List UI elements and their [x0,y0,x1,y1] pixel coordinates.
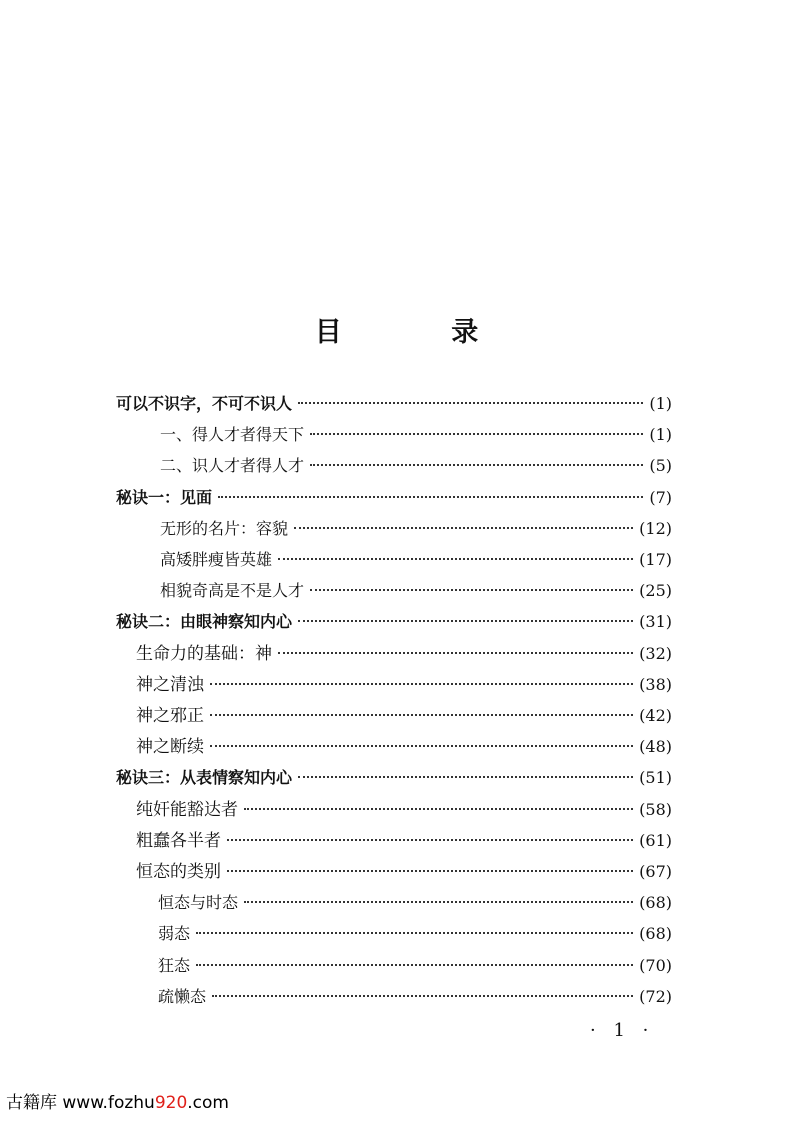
toc-entry[interactable] [136,702,672,730]
toc-entry-title: 神之断续 [136,737,204,758]
page-number: · 1 · [590,1020,655,1041]
toc-entry-title: 秘诀二：由眼神察知内心 [116,612,293,632]
toc-entry-title: 高矮胖瘦皆英雄 [160,550,273,569]
toc-entry[interactable] [116,608,672,636]
toc-entry[interactable] [160,515,672,543]
toc-entry-title: 疏懒态 [158,986,207,1006]
toc-entry-page: (1) [649,394,672,413]
toc-entry-page: (12) [639,518,672,538]
dot-leader [298,776,633,778]
dot-leader [244,808,633,810]
toc-entry-title: 神之清浊 [136,674,204,695]
toc-entry-title: 粗蠢各半者 [136,830,221,851]
toc-entry-title: 一、得人才者得天下 [160,425,305,445]
toc-entry[interactable] [158,983,672,1011]
dot-leader [310,464,643,466]
dot-leader [278,558,633,560]
toc-entry-title: 生命力的基础：神 [136,643,272,664]
toc-entry[interactable] [158,920,672,948]
dot-leader [227,839,633,841]
toc-entry-page: (68) [639,893,672,913]
watermark-suffix: .com [187,1093,229,1113]
toc-entry-page: (32) [639,643,672,663]
toc-entry-page: (31) [639,612,672,632]
toc-entry[interactable] [160,421,672,449]
toc-entry[interactable] [116,764,672,792]
watermark-prefix: 古籍库 www.fozhu [6,1093,155,1113]
dot-leader [218,496,643,498]
toc-entry-title: 恒态与时态 [158,893,239,913]
toc-entry-page: (70) [639,955,672,975]
toc-entry[interactable] [136,640,672,668]
toc-entry-page: (25) [639,581,672,601]
toc-entry[interactable] [160,577,672,605]
toc-entry-title: 无形的名片：容貌 [160,518,289,538]
toc-entry[interactable] [160,452,672,480]
toc-entry-page: (68) [639,924,672,944]
toc-entry[interactable] [136,796,672,824]
toc-entry-title: 狂态 [158,955,191,975]
dot-leader [227,870,633,872]
dot-leader [244,901,633,903]
toc-entry[interactable] [136,733,672,761]
toc-entry-title: 秘诀一：见面 [116,487,213,507]
toc-entry-title: 可以不识字，不可不识人 [116,394,293,413]
toc-entry-page: (48) [639,737,672,757]
toc-entry[interactable] [136,827,672,855]
dot-leader [278,652,633,654]
toc-entry[interactable] [116,484,672,512]
dot-leader [210,714,633,716]
dot-leader [298,620,633,622]
toc-entry-page: (17) [639,550,672,569]
toc-entry-page: (38) [639,674,672,694]
watermark-number: 920 [154,1093,188,1113]
dot-leader [210,745,633,747]
toc-entry-page: (5) [649,456,672,476]
page-title: 目 录 [314,317,529,348]
dot-leader [310,433,643,435]
toc-entry-page: (7) [649,487,672,507]
dot-leader [212,995,633,997]
dot-leader [298,402,643,404]
toc-entry-title: 神之邪正 [136,706,204,726]
toc-entry-page: (1) [649,425,672,445]
toc-entry-title: 纯奸能豁达者 [136,799,238,820]
toc-entry-title: 弱态 [158,924,191,944]
dot-leader [210,683,633,685]
watermark [6,1088,229,1113]
toc-entry[interactable] [158,952,672,980]
toc-entry-page: (58) [639,799,672,819]
dot-leader [294,527,633,529]
toc-entry-page: (67) [639,862,672,881]
toc-entry[interactable] [160,546,672,574]
toc-entry-page: (72) [639,986,672,1006]
dot-leader [196,964,633,966]
dot-leader [196,932,633,934]
toc-entry-title: 二、识人才者得人才 [160,456,305,476]
toc-entry[interactable] [136,858,672,886]
toc-entry[interactable] [116,390,672,418]
toc-entry-page: (61) [639,830,672,850]
dot-leader [310,589,633,591]
toc-entry-title: 相貌奇高是不是人才 [160,581,305,601]
toc-entry-title: 恒态的类别 [136,862,221,882]
toc-entry[interactable] [136,671,672,699]
toc-entry-title: 秘诀三：从表情察知内心 [116,768,293,788]
toc-entry[interactable] [158,889,672,917]
toc-entry-page: (51) [639,768,672,788]
toc-entry-page: (42) [639,706,672,725]
